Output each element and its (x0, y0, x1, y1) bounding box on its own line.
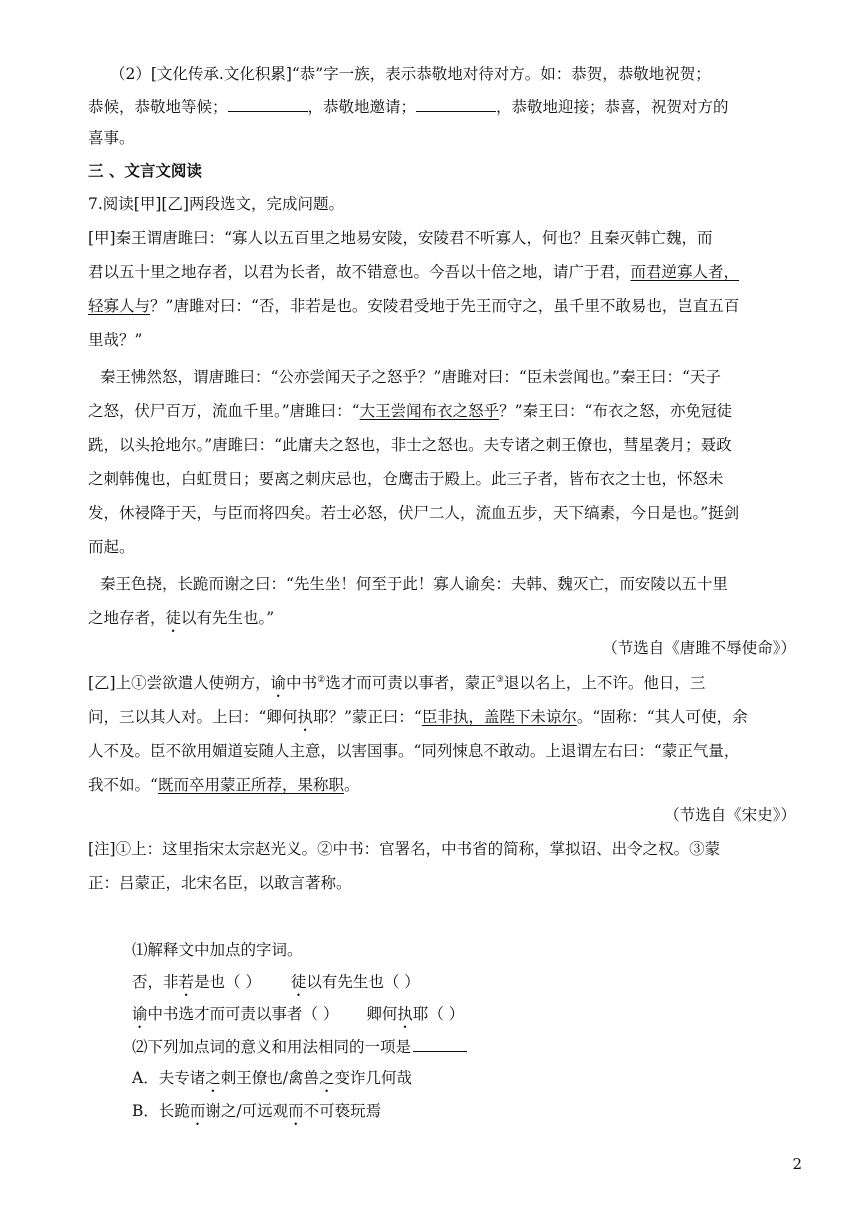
yi-line3: 人不及。臣不欲用媚道妄随人主意，以害国事。“同列悚息不敢动。上退谓左右曰：“蒙正气量， (88, 742, 740, 760)
yi-line4 (88, 774, 359, 796)
jia-source: （节选自《唐雎不辱使命》） (602, 639, 796, 657)
dotted-word: 谕 (132, 1005, 148, 1023)
passage-text: ？”秦王曰：“布衣之怒，亦免冠徒 (499, 402, 732, 420)
q6-2-line3 (88, 127, 135, 149)
jia-p1-line2 (88, 261, 739, 283)
yi-line1 (88, 672, 705, 701)
note-line1: [注]①上：这里指宋太宗赵光义。②中书：官署名，中书省的简称，掌拟诏、出令之权。③蒙 (88, 840, 721, 858)
option-text: A．夫专诸 (132, 1069, 206, 1087)
passage-text: 之地存者， (88, 609, 166, 627)
passage-text: 君以五十里之地存者，以君为长者，故不错意也。今吾以十倍之地，请广于君， (88, 263, 631, 281)
footnote-marker: ② (317, 675, 326, 685)
q1-items-row2 (132, 1003, 464, 1032)
q6-2-text: 喜事。 (88, 129, 135, 147)
underlined-sentence: 大王尝闻布衣之怒乎 (359, 402, 500, 420)
passage-text: ？”唐雎对曰：“否，非若是也。安陵君受地于先王而守之，虽千里不敢易也，岂直五百 (150, 297, 740, 315)
footnote-marker: ③ (495, 675, 504, 685)
passage-text: [乙]上①尝欲遣人使朔方， (88, 674, 271, 692)
dotted-word: 徒 (290, 973, 307, 991)
answer-blank[interactable] (416, 95, 496, 112)
passage-text: 。 (343, 776, 360, 794)
yi-line2 (88, 706, 748, 735)
question-text: 否，非 (132, 973, 179, 991)
note-line2: 正：吕蒙正，北宋名臣，以敢言著称。 (88, 874, 352, 892)
jia-p1-line1: [甲]秦王谓唐雎曰：“寡人以五百里之地易安陵，安陵君不听寡人，何也？且秦灭韩亡魏，而 (88, 229, 713, 247)
dotted-word: 执 (297, 708, 313, 726)
dotted-word: 徒 (165, 609, 182, 627)
underlined-sentence: 而君逆寡人者， (630, 263, 740, 281)
jia-p2-line1: 秦王怫然怒，谓唐雎曰：“公亦尝闻天子之怒乎？”唐雎对曰：“臣未尝闻也。”秦王曰：“天子 (100, 368, 721, 386)
sub-question-2 (132, 1035, 467, 1058)
yi-source: （节选自《宋史》） (664, 806, 796, 824)
jia-p2-line4: 之刺韩傀也，白虹贯日；要离之刺庆忌也，仓鹰击于殿上。此三子者，皆布衣之士也，怀怒未 (88, 470, 724, 488)
answer-bracket[interactable]: 以有先生也（ ） (306, 973, 420, 991)
passage-text: 问，三以其人对。上曰：“卿何 (88, 708, 298, 726)
dotted-word: 谕 (270, 674, 287, 692)
option-text: 刺王僚也/禽兽 (220, 1069, 319, 1087)
question-text: 卿何 (366, 1005, 398, 1023)
jia-p2-line2 (88, 400, 732, 422)
option-text: 变诈几何哉 (334, 1069, 412, 1087)
q6-2-line1 (110, 63, 711, 85)
option-b[interactable] (132, 1100, 381, 1129)
jia-p2-line5: 发，休祲降于天，与臣而将四矣。若士必怒，伏尸二人，流血五步，天下缟素，今日是也。”挺剑 (88, 504, 740, 522)
passage-text: 。“固称：“其人可使，余 (576, 708, 748, 726)
answer-bracket[interactable]: 耶（ ） (412, 1005, 465, 1023)
dotted-word: 若 (178, 973, 195, 991)
dotted-word: 而 (288, 1102, 304, 1120)
option-a[interactable] (132, 1067, 412, 1096)
underlined-sentence: 臣非执，盖陛下未谅尔 (421, 708, 577, 726)
passage-text: 选才而可责以事者，蒙正 (325, 674, 496, 692)
answer-bracket[interactable]: 中书选才而可责以事者（ ） (147, 1005, 339, 1023)
option-text: 不可亵玩焉 (303, 1102, 382, 1120)
q1-items-row1 (132, 971, 420, 1000)
dotted-word: 执 (397, 1005, 413, 1023)
question-7-prompt: 7.阅读[甲][乙]两段选文，完成问题。 (88, 195, 344, 213)
passage-text: 退以名上，上不许。他日，三 (503, 674, 706, 692)
passage-text: 之怒，伏尸百万，流血千里。”唐雎曰：“ (88, 402, 360, 420)
q6-2-text: （2）[文化传承.文化积累]“恭”字一族，表示恭敬地对待对方。如：恭贺，恭敬地祝贺； (110, 65, 711, 83)
passage-text: 耶？”蒙正曰：“ (312, 708, 422, 726)
page-number: 2 (792, 1155, 802, 1173)
jia-p3-line2 (88, 607, 274, 636)
jia-p1-line3 (88, 295, 739, 317)
dotted-word: 而 (189, 1102, 206, 1120)
q6-2-text: 恭候，恭敬地等候； (88, 98, 228, 116)
option-text: 谢之/可远观 (205, 1102, 289, 1120)
underlined-sentence: 既而卒用蒙正所荐，果称职 (157, 776, 344, 794)
passage-text: 我不如。“ (88, 776, 158, 794)
jia-p1-line4: 里哉？” (88, 331, 143, 349)
question-text: ⑵下列加点词的意义和用法相同的一项是 (132, 1038, 412, 1056)
dotted-word: 之 (318, 1069, 335, 1087)
option-text: B．长跪 (132, 1102, 190, 1120)
answer-bracket[interactable]: 是也（ ） (194, 973, 261, 991)
jia-p2-line3: 跣，以头抢地尔。”唐雎曰：“此庸夫之怒也，非士之怒也。夫专诸之刺王僚也，彗星袭月；聂政 (88, 436, 732, 454)
q6-2-line2 (88, 95, 729, 118)
answer-blank[interactable] (228, 95, 308, 112)
jia-p3-line1: 秦王色挠，长跪而谢之曰：“先生坐！何至于此！寡人谕矣：夫韩、魏灭亡，而安陵以五十里 (100, 575, 728, 593)
q6-2-text: ，恭敬地邀请； (307, 98, 417, 116)
q6-2-text: ，恭敬地迎接；恭喜，祝贺对方的 (496, 98, 729, 116)
answer-blank[interactable] (413, 1035, 467, 1052)
section-heading: 三 、文言文阅读 (88, 161, 202, 180)
dotted-word: 之 (205, 1069, 221, 1087)
passage-text: 以有先生也。” (181, 609, 275, 627)
passage-text: 中书 (286, 674, 318, 692)
jia-p2-line6: 而起。 (88, 538, 135, 556)
sub-question-1: ⑴解释文中加点的字词。 (132, 941, 303, 959)
underlined-sentence: 轻寡人与 (88, 297, 151, 315)
